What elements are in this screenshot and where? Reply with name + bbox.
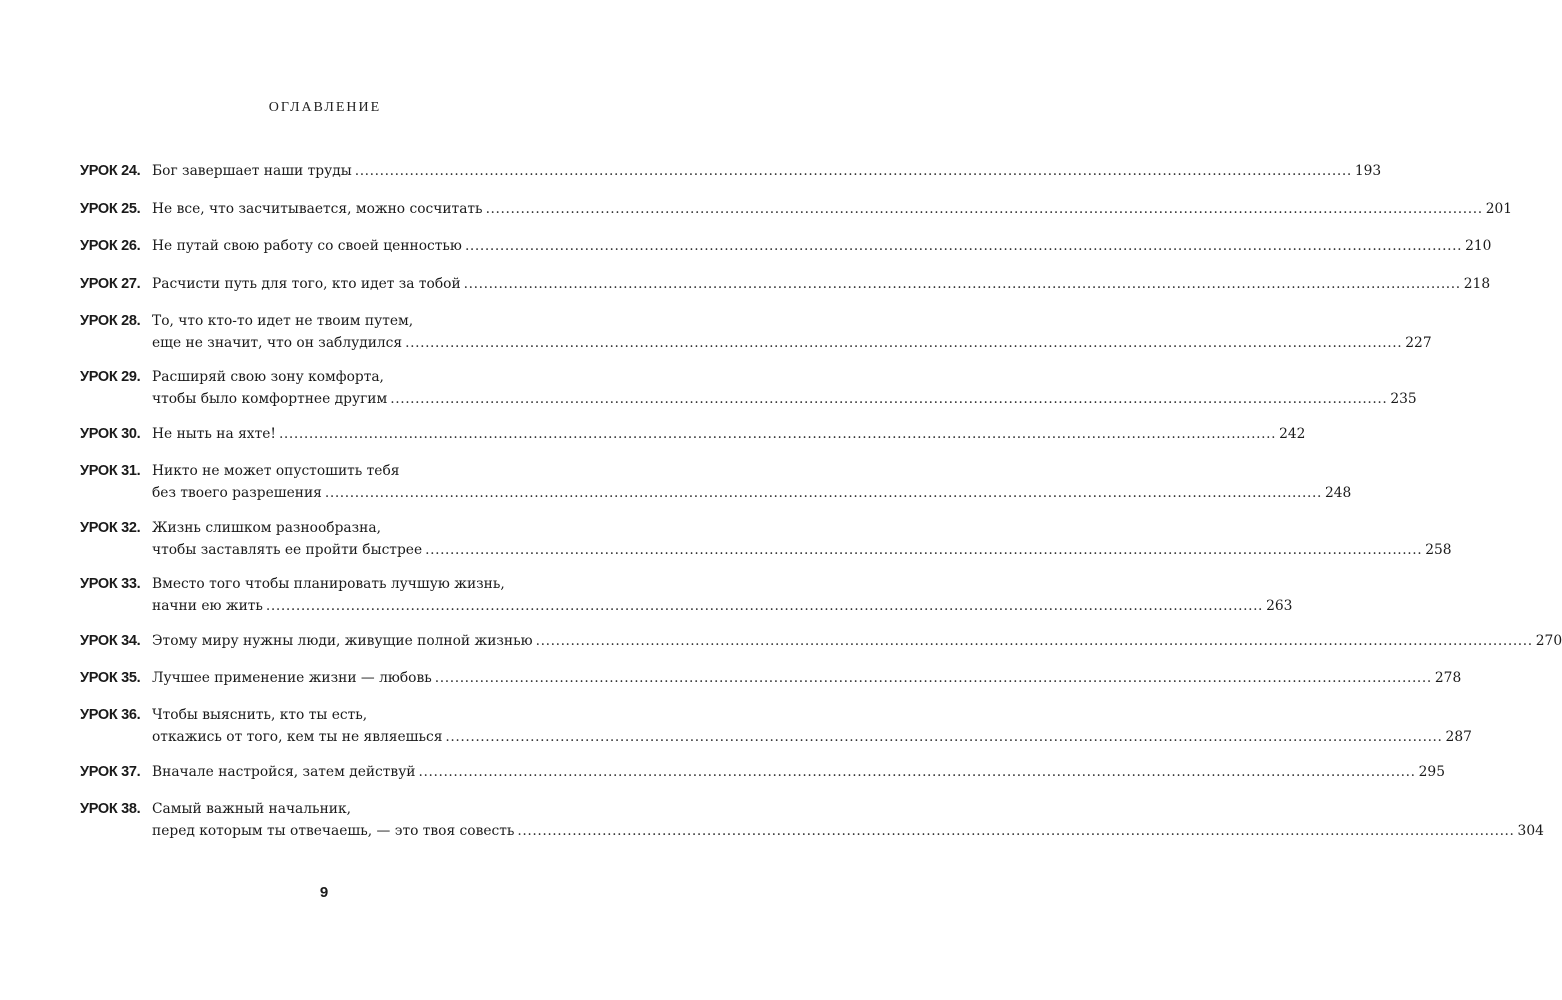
entry-page-number: 193 [1354, 163, 1382, 179]
entry-title-text: Вместо того чтобы планировать лучшую жизнь, [152, 576, 505, 592]
entry-title-line [152, 366, 568, 388]
entry-title-line [152, 726, 1472, 748]
toc-entry[interactable] [80, 366, 1417, 410]
toc-entry[interactable] [80, 761, 1445, 783]
lesson-label: УРОК 29. [80, 369, 141, 385]
toc-entry[interactable] [80, 573, 1293, 617]
dot-leader: ........................................................................................................................................................................................................ [434, 670, 1432, 686]
entry-title-text: Не все, что засчитывается, можно сосчитать [152, 201, 483, 217]
entry-title-line [152, 704, 568, 726]
entry-body [152, 423, 1306, 445]
lesson-label: УРОК 34. [80, 633, 141, 649]
lesson-label: УРОК 24. [80, 163, 141, 179]
entry-page-number: 270 [1535, 633, 1562, 649]
dot-leader: ........................................................................................................................................................................................................ [278, 426, 1277, 442]
dot-leader: ........................................................................................................................................................................................................ [445, 729, 1443, 745]
dot-leader: ........................................................................................................................................................................................................ [418, 764, 1416, 780]
toc-entry[interactable] [80, 273, 1491, 295]
entry-body [152, 235, 1492, 257]
entry-title-line [152, 820, 1544, 842]
entry-title-text: Вначале настройся, затем действуй [152, 764, 416, 780]
lesson-label: УРОК 30. [80, 426, 141, 442]
lesson-label: УРОК 38. [80, 801, 141, 817]
entry-title-line [152, 332, 1432, 354]
entry-title-text: Этому миру нужны люди, живущие полной жизнью [152, 633, 533, 649]
entry-page-number: 248 [1324, 485, 1352, 501]
entry-page-number: 227 [1405, 335, 1432, 351]
toc-entry[interactable] [80, 704, 1472, 748]
entry-title-text: начни ею жить [152, 598, 263, 614]
toc-title: ОГЛАВЛЕНИЕ [268, 100, 382, 115]
lesson-label: УРОК 26. [80, 238, 141, 254]
dot-leader: ........................................................................................................................................................................................................ [390, 391, 1388, 407]
toc-entry[interactable] [80, 460, 1352, 504]
entry-title-line [152, 482, 1352, 504]
entry-page-number: 201 [1485, 201, 1513, 217]
entry-title-line [152, 595, 1293, 617]
entry-title-line [152, 798, 568, 820]
lesson-label: УРОК 27. [80, 276, 141, 292]
toc-entry[interactable] [80, 423, 1306, 445]
entry-body [152, 761, 1445, 783]
toc-entry[interactable] [80, 310, 1432, 354]
entry-body [152, 160, 1382, 182]
entry-title-line [152, 423, 1306, 445]
entry-body [152, 273, 1491, 295]
entry-title-text: Расчисти путь для того, кто идет за тобой [152, 276, 461, 292]
dot-leader: ........................................................................................................................................................................................................ [485, 201, 1483, 217]
entry-title-text: Не ныть на яхте! [152, 426, 276, 442]
entry-title-line [152, 667, 1462, 689]
entry-title-text: Жизнь слишком разнообразна, [152, 520, 381, 536]
toc-entry[interactable] [80, 630, 1562, 652]
dot-leader: ........................................................................................................................................................................................................ [265, 598, 1264, 614]
entry-title-text: чтобы заставлять ее пройти быстрее [152, 542, 423, 558]
entry-page-number: 235 [1390, 391, 1417, 407]
lesson-label: УРОК 25. [80, 201, 141, 217]
entry-body [152, 704, 1472, 748]
dot-leader: ........................................................................................................................................................................................................ [425, 542, 1423, 558]
entry-page-number: 278 [1434, 670, 1462, 686]
entry-title-line [152, 517, 568, 539]
page-number: 9 [319, 884, 329, 901]
lesson-label: УРОК 33. [80, 576, 141, 592]
toc-entry[interactable] [80, 517, 1452, 561]
entry-title-line [152, 761, 1445, 783]
entry-title-text: перед которым ты отвечаешь, — это твоя совесть [152, 823, 515, 839]
entry-title-line [152, 235, 1492, 257]
entry-page-number: 263 [1266, 598, 1293, 614]
lesson-label: УРОК 32. [80, 520, 141, 536]
entry-page-number: 242 [1279, 426, 1306, 442]
entry-title-line [152, 460, 568, 482]
entry-body [152, 573, 1293, 617]
entry-body [152, 630, 1562, 652]
entry-page-number: 304 [1517, 823, 1544, 839]
entry-page-number: 287 [1445, 729, 1472, 745]
dot-leader: ........................................................................................................................................................................................................ [464, 238, 1463, 254]
dot-leader: ........................................................................................................................................................................................................ [535, 633, 1533, 649]
entry-body [152, 798, 1544, 842]
entry-page-number: 295 [1418, 764, 1445, 780]
lesson-label: УРОК 28. [80, 313, 141, 329]
entry-title-line [152, 388, 1417, 410]
entry-body [152, 198, 1513, 220]
entry-title-text: чтобы было комфортнее другим [152, 391, 388, 407]
entry-title-text: Не путай свою работу со своей ценностью [152, 238, 462, 254]
entry-body [152, 667, 1462, 689]
entry-title-text: Самый важный начальник, [152, 801, 351, 817]
entry-title-line [152, 310, 568, 332]
toc-entry[interactable] [80, 235, 1492, 257]
entry-title-line [152, 630, 1562, 652]
entry-title-line [152, 273, 1491, 295]
entry-title-line [152, 160, 1382, 182]
entry-title-text: Расширяй свою зону комфорта, [152, 369, 384, 385]
entry-title-line [152, 539, 1452, 561]
entry-body [152, 460, 1352, 504]
entry-page-number: 218 [1463, 276, 1491, 292]
entry-title-text: Лучшее применение жизни — любовь [152, 670, 432, 686]
entry-body [152, 517, 1452, 561]
toc-entry[interactable] [80, 798, 1544, 842]
lesson-label: УРОК 36. [80, 707, 141, 723]
entry-title-line [152, 198, 1513, 220]
entry-title-text: Бог завершает наши труды [152, 163, 352, 179]
lesson-label: УРОК 35. [80, 670, 141, 686]
entry-page-number: 210 [1465, 238, 1492, 254]
dot-leader: ........................................................................................................................................................................................................ [405, 335, 1403, 351]
toc-entry[interactable] [80, 160, 1382, 182]
dot-leader: ........................................................................................................................................................................................................ [354, 163, 1352, 179]
entry-title-text: То, что кто-то идет не твоим путем, [152, 313, 414, 329]
dot-leader: ........................................................................................................................................................................................................ [324, 485, 1322, 501]
entry-title-text: откажись от того, кем ты не являешься [152, 729, 443, 745]
toc-entry[interactable] [80, 198, 1513, 220]
toc-entry[interactable] [80, 667, 1462, 689]
entry-title-text: Чтобы выяснить, кто ты есть, [152, 707, 368, 723]
entry-title-text: без твоего разрешения [152, 485, 322, 501]
lesson-label: УРОК 37. [80, 764, 141, 780]
dot-leader: ........................................................................................................................................................................................................ [517, 823, 1515, 839]
entry-body [152, 310, 1432, 354]
entry-page-number: 258 [1425, 542, 1452, 558]
entry-title-text: еще не значит, что он заблудился [152, 335, 403, 351]
entry-body [152, 366, 1417, 410]
entry-title-text: Никто не может опустошить тебя [152, 463, 400, 479]
dot-leader: ........................................................................................................................................................................................................ [463, 276, 1461, 292]
entry-title-line [152, 573, 568, 595]
lesson-label: УРОК 31. [80, 463, 141, 479]
